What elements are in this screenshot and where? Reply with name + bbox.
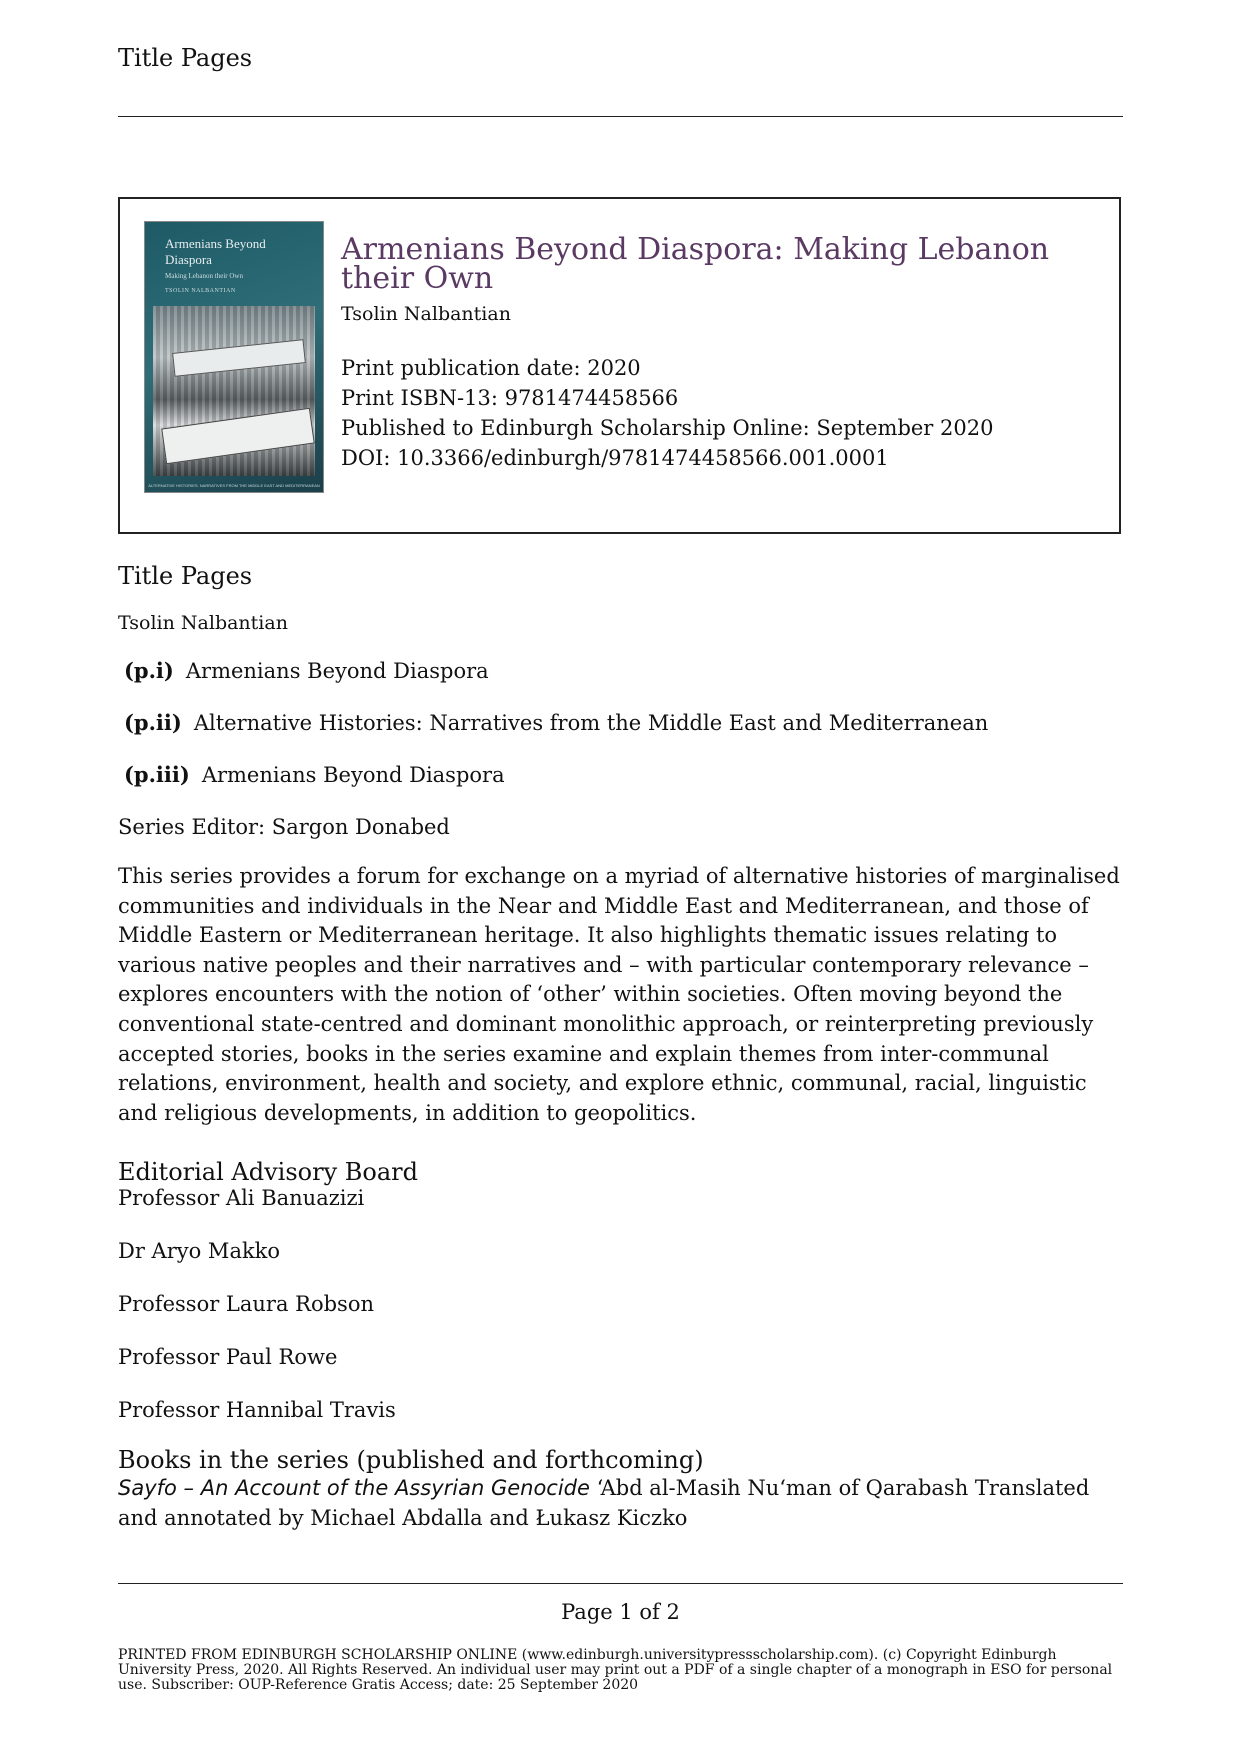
editorial-board-heading: Editorial Advisory Board xyxy=(118,1158,418,1186)
chapter-title: Title Pages xyxy=(118,562,253,590)
page-entry xyxy=(124,710,988,735)
book-info-box xyxy=(118,197,1121,534)
meta-publication-date: Print publication date: 2020 xyxy=(341,356,641,380)
cover-series-footer: ALTERNATIVE HISTORIES: NARRATIVES FROM THE MIDDLE EAST AND MEDITERRANEAN xyxy=(148,483,320,488)
running-header: Title Pages xyxy=(118,44,253,72)
page-marker: (p.ii) xyxy=(124,710,182,735)
editorial-board-list xyxy=(118,1186,396,1451)
cover-author: TSOLIN NALBANTIAN xyxy=(165,288,236,294)
book-metadata xyxy=(341,353,993,473)
meta-isbn: Print ISBN-13: 9781474458566 xyxy=(341,386,679,410)
page-entry xyxy=(124,658,489,683)
cover-banner xyxy=(172,339,306,377)
page-marker: (p.iii) xyxy=(124,762,190,787)
page-entry xyxy=(124,762,505,787)
book-author: Tsolin Nalbantian xyxy=(341,303,511,325)
page-text: Armenians Beyond Diaspora xyxy=(201,763,505,787)
series-book-title: Sayfo – An Account of the Assyrian Genocide xyxy=(118,1476,590,1500)
cover-subtitle: Making Lebanon their Own xyxy=(165,272,243,280)
meta-doi: DOI: 10.3366/edinburgh/9781474458566.001.0001 xyxy=(341,446,889,470)
page-number: Page 1 of 2 xyxy=(561,1600,680,1624)
cover-photo xyxy=(153,306,315,476)
series-books-heading: Books in the series (published and forthcoming) xyxy=(118,1446,704,1474)
page-marker: (p.i) xyxy=(124,658,174,683)
footer-divider xyxy=(118,1583,1123,1584)
cover-banner xyxy=(161,408,315,465)
book-title[interactable]: Armenians Beyond Diaspora: Making Lebanon their Own xyxy=(341,232,1050,296)
page-text: Alternative Histories: Narratives from the Middle East and Mediterranean xyxy=(193,711,989,735)
board-member: Professor Laura Robson xyxy=(118,1292,374,1316)
board-member: Professor Paul Rowe xyxy=(118,1345,338,1369)
series-book-details: ʻAbd al-Masih Nuʻman of Qarabash Translated and annotated by Michael Abdalla and Łukasz Kiczko xyxy=(118,1476,1090,1530)
cover-title: Armenians Beyond Diaspora xyxy=(165,236,266,267)
page-text: Armenians Beyond Diaspora xyxy=(185,659,489,683)
board-member: Professor Hannibal Travis xyxy=(118,1398,396,1422)
board-member: Professor Ali Banuazizi xyxy=(118,1186,365,1210)
book-cover-image xyxy=(144,221,324,493)
meta-published-online: Published to Edinburgh Scholarship Online: September 2020 xyxy=(341,416,994,440)
chapter-author: Tsolin Nalbantian xyxy=(118,612,288,634)
series-book-item xyxy=(118,1474,1128,1533)
board-member: Dr Aryo Makko xyxy=(118,1239,281,1263)
copyright-notice: PRINTED FROM EDINBURGH SCHOLARSHIP ONLINE (www.edinburgh.universitypressscholarship.com). (c) Copyright Edinburgh University Press, 2020. All Rights Reserved. An individual user may print out a PDF of a single chapter of a monograph in ESO for personal use. Subscriber: OUP-Reference Gratis Access; date: 25 September 2020 xyxy=(118,1647,1113,1693)
series-editor: Series Editor: Sargon Donabed xyxy=(118,815,450,839)
header-divider xyxy=(118,116,1123,117)
series-description: This series provides a forum for exchange on a myriad of alternative histories of marginalised communities and individuals in the Near and Middle East and Mediterranean, and those of Middle Eastern or Mediterranean heritage. It also highlights thematic issues relating to various native peoples and their narratives and – with particular contemporary relevance – explores encounters with the notion of ‘other’ within societies. Often moving beyond the conventional state-centred and dominant monolithic approach, or reinterpreting previously accepted stories, books in the series examine and explain themes from inter-communal relations, environment, health and society, and explore ethnic, communal, racial, linguistic and religious developments, in addition to geopolitics. xyxy=(118,864,1120,1125)
